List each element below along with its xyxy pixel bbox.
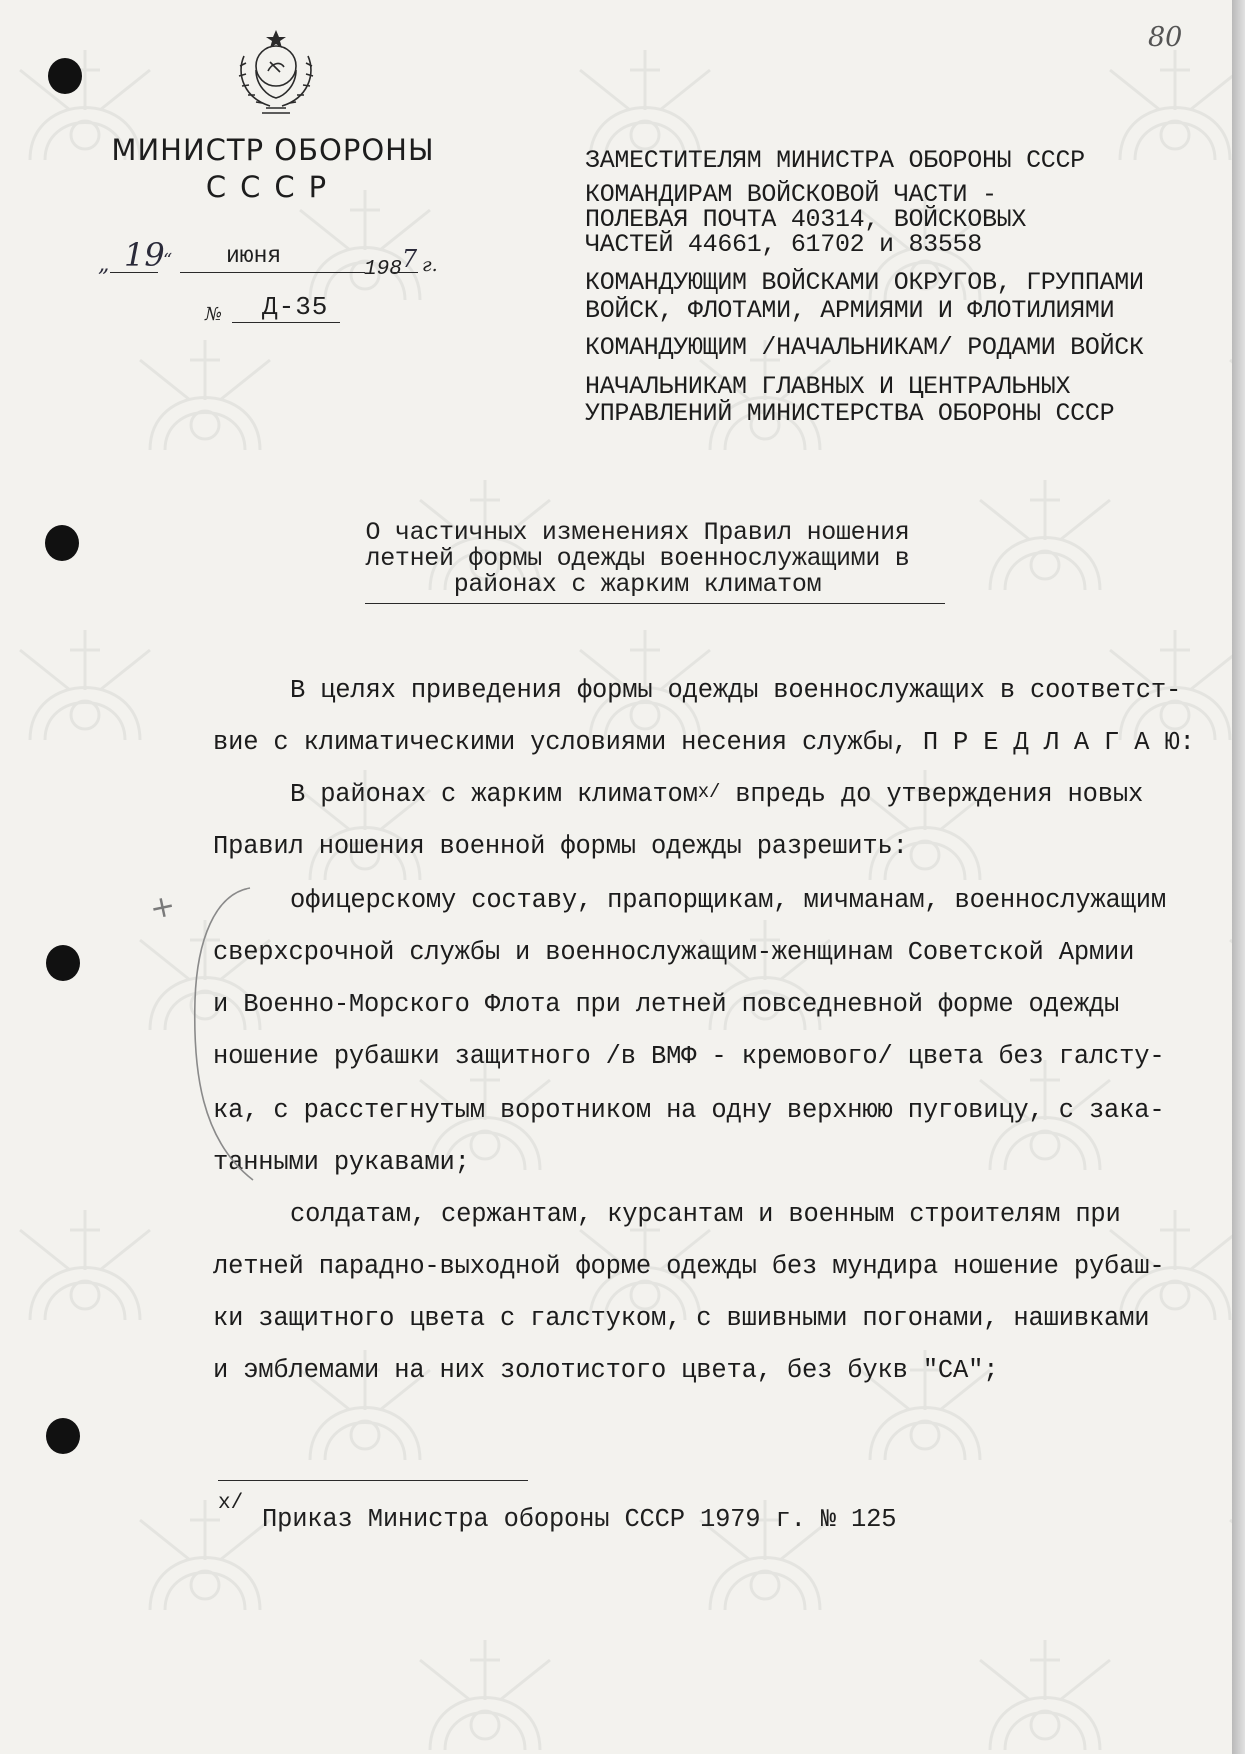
punch-hole: [45, 525, 79, 561]
addressee-branch-commanders: КОМАНДУЮЩИМ /НАЧАЛЬНИКАМ/ РОДАМИ ВОЙСК: [585, 333, 1144, 362]
date-month: июня: [226, 243, 282, 269]
minister-country: СССР: [205, 170, 341, 204]
addressee-unit-commanders: КОМАНДИРАМ ВОЙСКОВОЙ ЧАСТИ - ПОЛЕВАЯ ПОЧТА 40314, ВОЙСКОВЫХ ЧАСТЕЙ 44661, 61702 и 83558: [585, 180, 1027, 259]
page-number: 80: [1148, 22, 1183, 53]
document-number: Д-35: [262, 292, 329, 322]
punch-hole: [46, 945, 80, 981]
addressee-district-commanders: КОМАНДУЮЩИМ ВОЙСКАМИ ОКРУГОВ, ГРУППАМИ ВОЙСК, ФЛОТАМИ, АРМИЯМИ И ФЛОТИЛИЯМИ: [585, 268, 1144, 325]
watermark-emblem: [1220, 330, 1232, 470]
punch-hole: [48, 58, 82, 94]
body-line: ки защитного цвета с галстуком, с вшивными погонами, нашивками: [213, 1304, 1150, 1333]
watermark-emblem: [1220, 1490, 1232, 1630]
watermark-emblem: [1220, 910, 1232, 1050]
addressee-directorates: НАЧАЛЬНИКАМ ГЛАВНЫХ И ЦЕНТРАЛЬНЫХ УПРАВЛЕНИЙ МИНИСТЕРСТВА ОБОРОНЫ СССР: [585, 372, 1115, 428]
date-suffix: г.: [422, 254, 438, 276]
body-line: сверхсрочной службы и военнослужащим-женщинам Советской Армии: [213, 938, 1135, 967]
footnote-text: Приказ Министра обороны СССР 1979 г. № 125: [262, 1505, 897, 1534]
body-line: ношение рубашки защитного /в ВМФ - кремового/ цвета без галсту-: [213, 1042, 1165, 1071]
minister-title: МИНИСТР ОБОРОНЫ: [111, 133, 435, 167]
document-page: 80 МИНИСТР ОБОРОНЫ СССР „ 19 “ июня 1987 г. № Д-35 ЗАМЕСТИТЕЛЯМ МИНИСТРА ОБОРОНЫ СССР КОМАНДИРАМ ВОЙСКОВОЙ ЧАСТИ - ПОЛЕВАЯ ПОЧТА 40314, ВОЙСКОВЫХ ЧАСТЕЙ 44661, 61702 и 83558 КОМАНДУЮЩИМ ВОЙСКАМИ ОКРУГОВ, ГРУППАМИ ВОЙСК, ФЛОТАМИ, АРМИЯМИ И ФЛОТИЛИЯМИ КОМАНДУЮЩИМ /НАЧАЛЬНИКАМ/ РОДАМИ ВОЙСК НАЧАЛЬНИКАМ ГЛАВНЫХ И ЦЕНТРАЛЬНЫХ УПРАВЛЕНИЙ МИНИСТЕРСТВА ОБОРОНЫ СССР О частичных изменениях Правил ношения летней формы одежды военнослужащими в районах с жарким климатом В целях приведения формы одежды военнослужащих в соответст- вие с климатическими условиями несения службы, П Р Е Д Л А Г А Ю: В районах с жарким климатом$^{х/}$ впредь до утверждения новых Правил ношения военной формы одежды разрешить: офицерскому составу, прапорщикам, мичманам, военнослужащим сверхсрочной службы и военнослужащим-женщинам Советской Армии и Военно-Морского Флота при летней повседневной форме одежды ношение рубашки защитного /в ВМФ - кремового/ цвета без галсту- ка, с расстегнутым воротником на одну верхнюю пуговицу, с зака- танными рукавами; солдатам, сержантам, курсантам и военным строителям при летней парадно-выходной форме одежды без мундира ношение рубаш- ки защитного цвета с галстуком, с вшивными погонами, нашивками и эмблемами на них золотистого цвета, без букв "СА"; + х/ Приказ Министра обороны СССР 1979 г. № 125: [0, 0, 1232, 1754]
pencil-cross-mark: +: [146, 887, 179, 928]
punch-hole: [46, 1418, 80, 1454]
body-line: ка, с расстегнутым воротником на одну верхнюю пуговицу, с зака-: [213, 1096, 1165, 1125]
addressee-list: [585, 148, 1144, 427]
body-line: и эмблемами на них золотистого цвета, без букв "СА";: [213, 1356, 999, 1385]
footnote-ref: х/: [697, 781, 721, 803]
footnote-mark: х/: [218, 1492, 244, 1515]
watermark-emblem: [130, 1490, 280, 1630]
document-subject: О частичных изменениях Правил ношения летней формы одежды военнослужащими в районах с жарким климатом: [365, 518, 910, 599]
watermark-emblem: [410, 1630, 560, 1754]
date-day: 19: [124, 236, 165, 274]
footnote-separator: [218, 1480, 528, 1481]
watermark-emblem: [970, 470, 1120, 610]
body-line: В целях приведения формы одежды военнослужащих в соответст-: [290, 676, 1182, 705]
watermark-emblem: [690, 910, 840, 1050]
scan-edge: [1232, 0, 1245, 1754]
subject-underline: [365, 603, 945, 604]
date-year: 1987: [364, 245, 418, 281]
watermark-emblem: [130, 330, 280, 470]
addressee-deputies: ЗАМЕСТИТЕЛЯМ МИНИСТРА ОБОРОНЫ СССР: [585, 146, 1085, 175]
watermark-emblem: [970, 1630, 1120, 1754]
body-line: летней парадно-выходной форме одежды без мундира ношение рубаш-: [213, 1252, 1165, 1281]
body-line: вие с климатическими условиями несения службы, П Р Е Д Л А Г А Ю:: [213, 728, 1195, 757]
body-line: В районах с жарким климатом$^{х/}$ впредь до утверждения новых: [290, 780, 1144, 809]
body-line: танными рукавами;: [213, 1148, 470, 1177]
ussr-emblem-icon: [226, 26, 326, 118]
body-line: солдатам, сержантам, курсантам и военным строителям при: [290, 1200, 1121, 1229]
pencil-margin-bracket: [175, 880, 265, 1190]
body-line: офицерскому составу, прапорщикам, мичманам, военнослужащим: [290, 886, 1166, 915]
body-line: и Военно-Морского Флота при летней повседневной форме одежды: [213, 990, 1120, 1019]
number-label: №: [205, 304, 223, 325]
body-line: Правил ношения военной формы одежды разрешить:: [213, 832, 908, 861]
watermark-emblem: [10, 1200, 160, 1340]
watermark-emblem: [10, 620, 160, 760]
